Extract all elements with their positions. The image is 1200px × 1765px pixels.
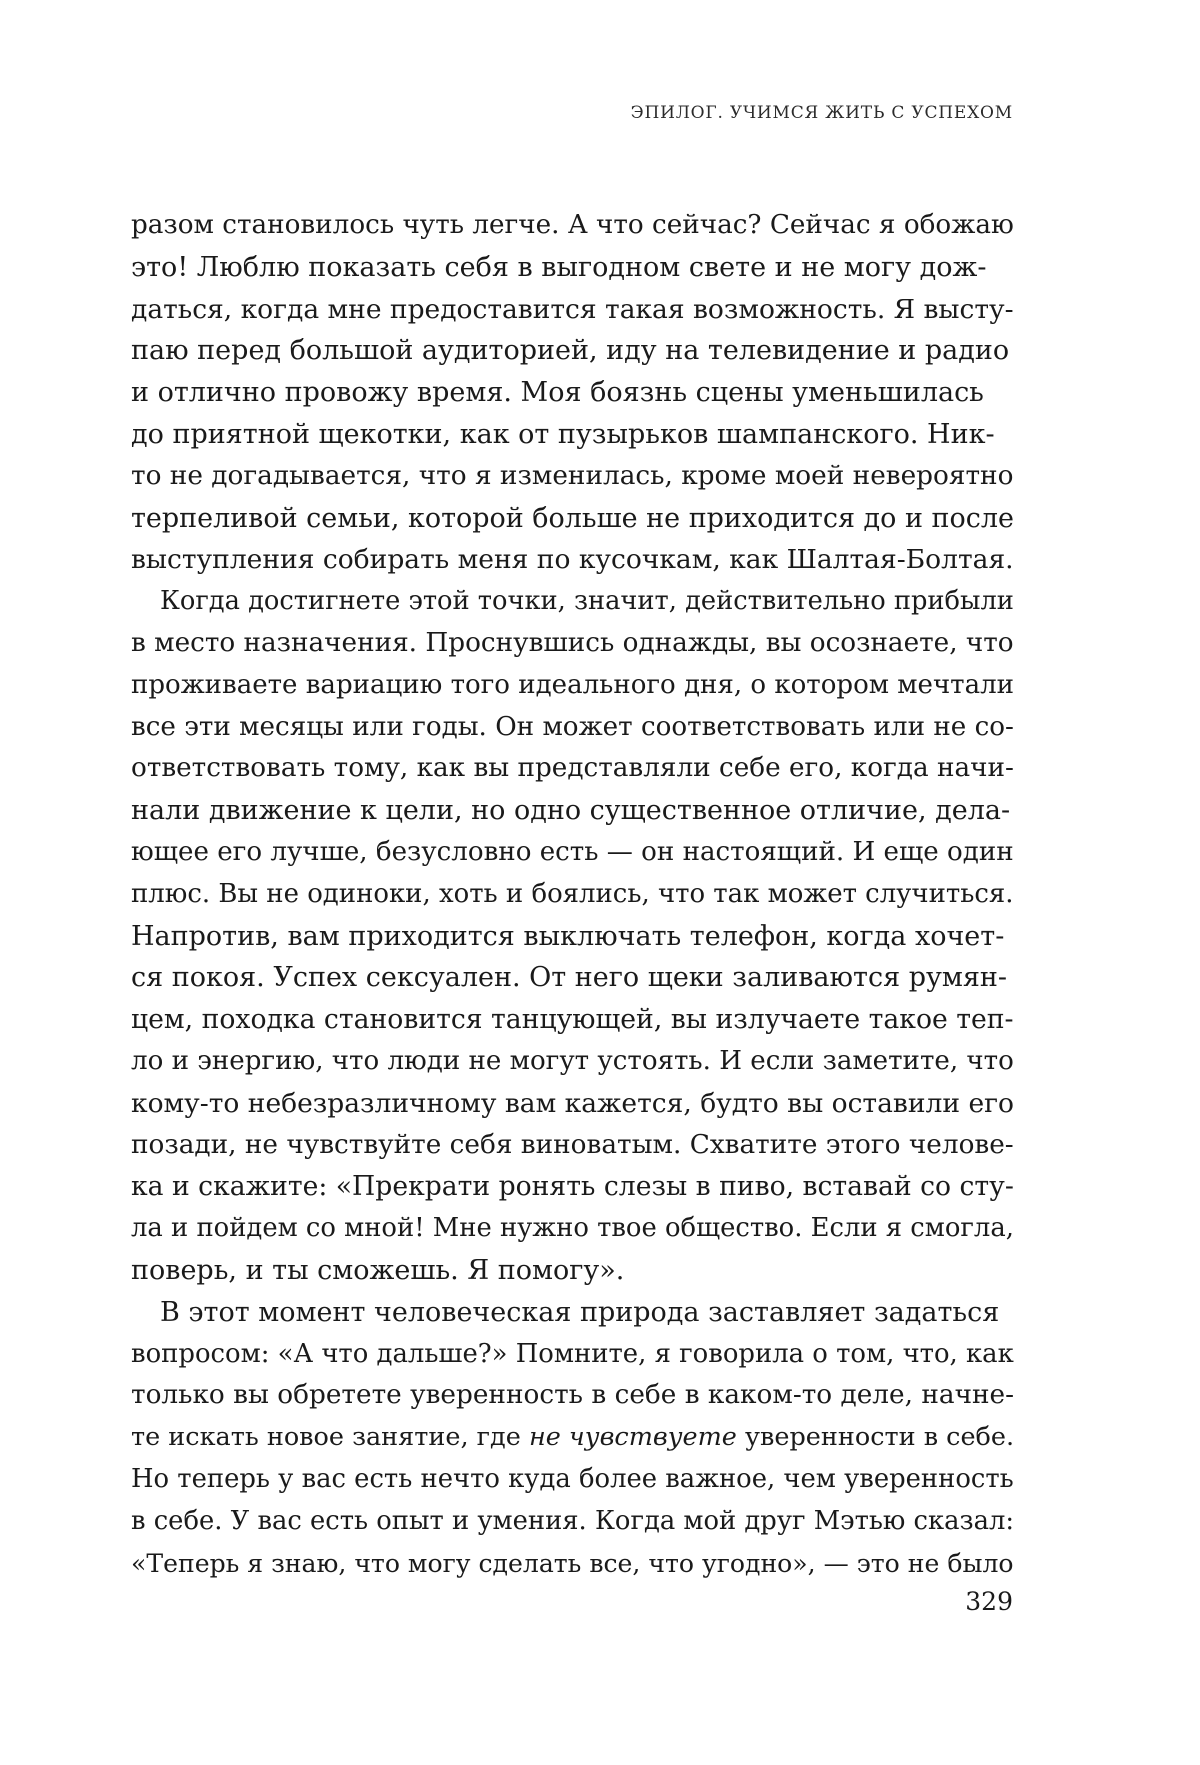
text-segment: уверенности в себе. xyxy=(736,1422,1015,1453)
text-line: ся покоя. Успех сексуален. От него щеки заливаются румян- xyxy=(131,962,1008,994)
text-line: ло и энергию, что люди не могут устоять. И если заметите, что xyxy=(131,1045,1014,1076)
text-line-with-emphasis xyxy=(131,1417,1014,1459)
text-line: до приятной щекотки, как от пузырьков шампанского. Ник- xyxy=(131,418,995,450)
text-line: «Теперь я знаю, что могу сделать все, что угодно», — это не было xyxy=(131,1548,1014,1578)
text-line: ла и пойдем со мной! Мне нужно твое общество. Если я смогла, xyxy=(131,1213,1014,1244)
text-line: выступления собирать меня по кусочкам, как Шалтая-Болтая. xyxy=(131,544,1014,576)
text-line: паю перед большой аудиторией, иду на телевидение и радио xyxy=(131,335,1010,367)
text-line: цем, походка становится танцующей, вы излучаете такое теп- xyxy=(131,1004,1014,1036)
text-line: ка и скажите: «Прекрати ронять слезы в пиво, вставай со сту- xyxy=(131,1171,1014,1203)
text-line: терпеливой семьи, которой больше не приходится до и после xyxy=(131,502,1014,534)
text-line: в себе. У вас есть опыт и умения. Когда мой друг Мэтью сказал: xyxy=(131,1505,1015,1536)
text-line: ющее его лучше, безусловно есть — он настоящий. И еще один xyxy=(131,836,1014,867)
text-line: то не догадывается, что я изменилась, кроме моей невероятно xyxy=(131,460,1014,491)
paragraph-start-line: В этот момент человеческая природа заставляет задаться xyxy=(160,1296,1000,1328)
text-line: Напротив, вам приходится выключать телефон, когда хочет- xyxy=(131,920,1005,952)
text-segment: те искать новое занятие, где xyxy=(131,1422,529,1453)
text-line: проживаете вариацию того идеального дня, о котором мечтали xyxy=(131,669,1015,700)
text-line: только вы обретете уверенность в себе в каком-то деле, начне- xyxy=(131,1380,1015,1411)
page-number: 329 xyxy=(965,1587,1013,1616)
text-line: вопросом: «А что дальше?» Помните, я говорила о том, что, как xyxy=(131,1338,1014,1369)
text-line: ответствовать тому, как вы представляли себе его, когда начи- xyxy=(131,753,1014,784)
text-line: даться, когда мне предоставится такая возможность. Я высту- xyxy=(131,293,1014,325)
emphasis-text: не чувствуете xyxy=(528,1422,737,1453)
text-line: Но теперь у вас есть нечто куда более важное, чем уверенность xyxy=(131,1463,1014,1494)
text-line: это! Люблю показать себя в выгодном свете и не могу дож- xyxy=(131,251,987,283)
body-text xyxy=(131,205,1014,1584)
text-line: в место назначения. Проснувшись однажды, вы осознаете, что xyxy=(131,627,1014,658)
text-line: кому-то небезразличному вам кажется, будто вы оставили его xyxy=(131,1087,1015,1119)
text-line: поверь, и ты сможешь. Я помогу». xyxy=(131,1254,625,1286)
text-line: плюс. Вы не одиноки, хоть и боялись, что так может случиться. xyxy=(131,878,1014,909)
running-head: ЭПИЛОГ. УЧИМСЯ ЖИТЬ С УСПЕХОМ xyxy=(630,103,1013,123)
paragraph-start-line: Когда достигнете этой точки, значит, действительно прибыли xyxy=(160,586,1014,617)
text-line: нали движение к цели, но одно существенное отличие, дела- xyxy=(131,795,1011,827)
text-line: разом становилось чуть легче. А что сейчас? Сейчас я обожаю xyxy=(131,210,1014,240)
text-line: все эти месяцы или годы. Он может соответствовать или не со- xyxy=(131,711,1014,742)
text-line: позади, не чувствуйте себя виноватым. Схватите этого челове- xyxy=(131,1129,1014,1160)
text-line: и отлично провожу время. Моя боязнь сцены уменьшилась xyxy=(131,377,984,409)
